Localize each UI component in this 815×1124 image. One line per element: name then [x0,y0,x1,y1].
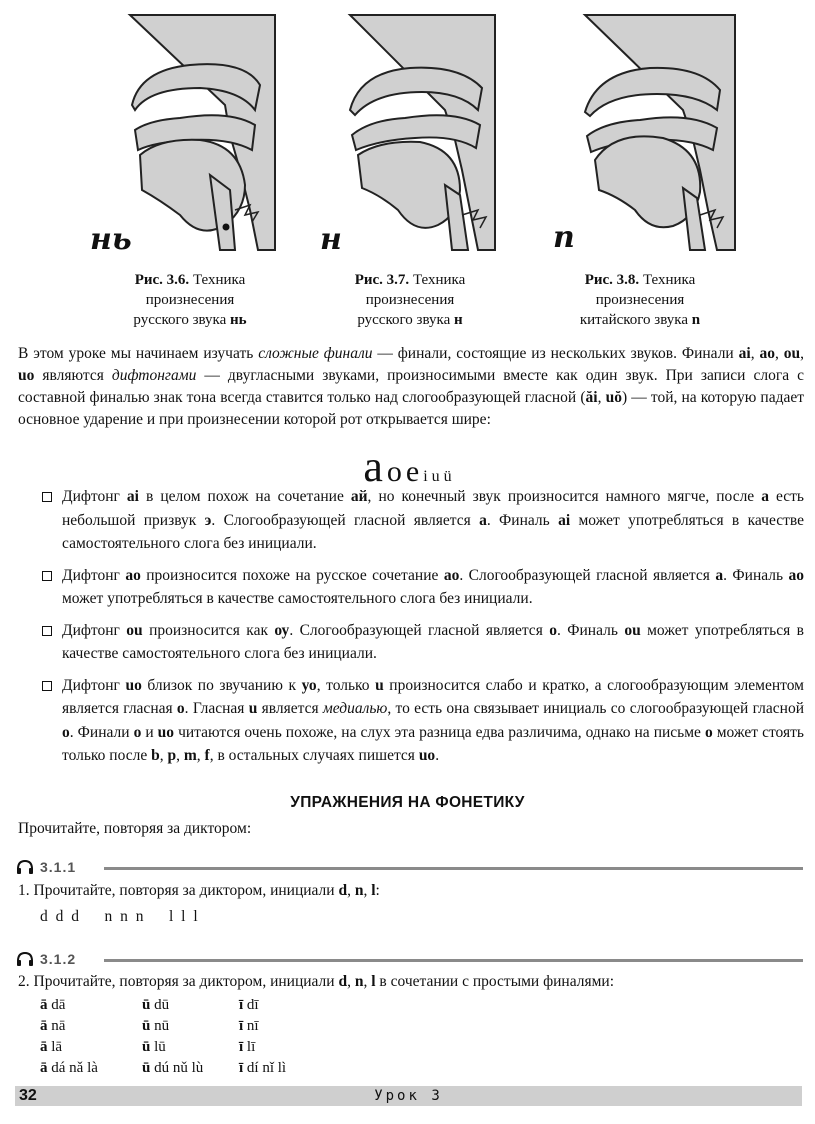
figure-sound-letter: н [320,222,342,257]
section-title: УПРАЖНЕНИЯ НА ФОНЕТИКУ [290,794,525,811]
figure-sound-letter: нь [90,222,132,257]
section-intro: Прочитайте, повторяя за диктором: [18,820,252,837]
figure-3-6 [80,10,300,260]
bullet-square-icon [42,571,52,581]
list-item: Дифтонг uo близок по звучанию к уо, только u произносится слабо и кратко, а слогообразующим элементом является гласная o. Гласная u является медиалью, то есть она связывает инициаль со слогообразующей гласной o. Финали o и uo читаются очень похоже, на слух эта разница едва различима, однако на письме o может стоять только после b, p, m, f, в остальных случаях пишется uo. [18,674,804,768]
figure-sound-letter: n [553,220,575,255]
headphones-icon[interactable] [16,951,34,967]
diphthong-list [18,485,804,776]
table-row: ā dá nǎ là ū dú nǔ lù ī dí nǐ lì [40,1060,287,1076]
exercise-number: 3.1.2 [40,951,77,967]
list-item: Дифтонг ao произносится похоже на русское сочетание ао. Слогообразующей гласной является а. Финаль ao может употребляться в качестве самостоятельного слога без инициали. [18,564,804,611]
table-row: ā dā ū dū ī dī [40,997,259,1013]
bullet-square-icon [42,681,52,691]
vowel-e: e [405,455,420,488]
exercise-task: 2. Прочитайте, повторяя за диктором, инициали d, n, l в сочетании с простыми финалями: [18,973,615,990]
vowel-o: o [386,455,402,488]
figure-caption: Рис. 3.7. Техника произнесения русского звука н [354,272,466,328]
list-item: Дифтонг ou произносится как оу. Слогообразующей гласной является o. Финаль ou может употребляться в качестве самостоятельного слога без инициали. [18,619,804,666]
divider [104,959,803,962]
exercise-header [16,950,803,970]
table-row: ā lā ū lū ī lī [40,1039,256,1055]
table-row: ā nā ū nū ī nī [40,1018,259,1034]
figure-caption: Рис. 3.8. Техника произнесения китайского звука n [579,272,701,328]
articulation-diagram [310,10,530,260]
exercise-number: 3.1.1 [40,859,77,875]
headphones-icon[interactable] [16,859,34,875]
list-item: Дифтонг ai в целом похож на сочетание ай, но конечный звук произносится намного мягче, после а есть небольшой призвук э. Слогообразующей гласной является а. Финаль ai может употребляться в качестве самостоятельного слога без инициали. [18,485,804,556]
intro-paragraph: В этом уроке мы начинаем изучать сложные финали — финали, состоящие из нескольких звуков. Финали ai, ao, ou, uo являются дифтонгами — двугласными звуками, произносимыми вместе как один звук. При записи слога с составной финалью знак тона всегда ставится только над слогообразующей гласной (ăi, uŏ) — той, на которую падает основное ударение и при произнесении которой рот открывается шире: [18,345,805,428]
syllable-table [40,995,339,1079]
page-footer [15,1086,802,1106]
bullet-square-icon [42,626,52,636]
vowels-i-u-u: i u ü [423,468,452,485]
divider [104,867,803,870]
figure-caption: Рис. 3.6. Техника произнесения русского звука нь [133,272,247,328]
figure-3-7 [310,10,530,260]
figures-row [0,0,815,340]
lesson-label: Урок 3 [374,1088,443,1104]
articulation-diagram [545,10,765,260]
figure-3-8 [545,10,765,260]
bullet-square-icon [42,492,52,502]
page-number: 32 [19,1087,37,1104]
vowel-a: a [363,442,383,491]
exercise-header [16,858,803,878]
exercise-task: 1. Прочитайте, повторяя за диктором, инициали d, n, l: [18,882,380,899]
syllable-row: d d d n n n l l l [40,908,200,925]
